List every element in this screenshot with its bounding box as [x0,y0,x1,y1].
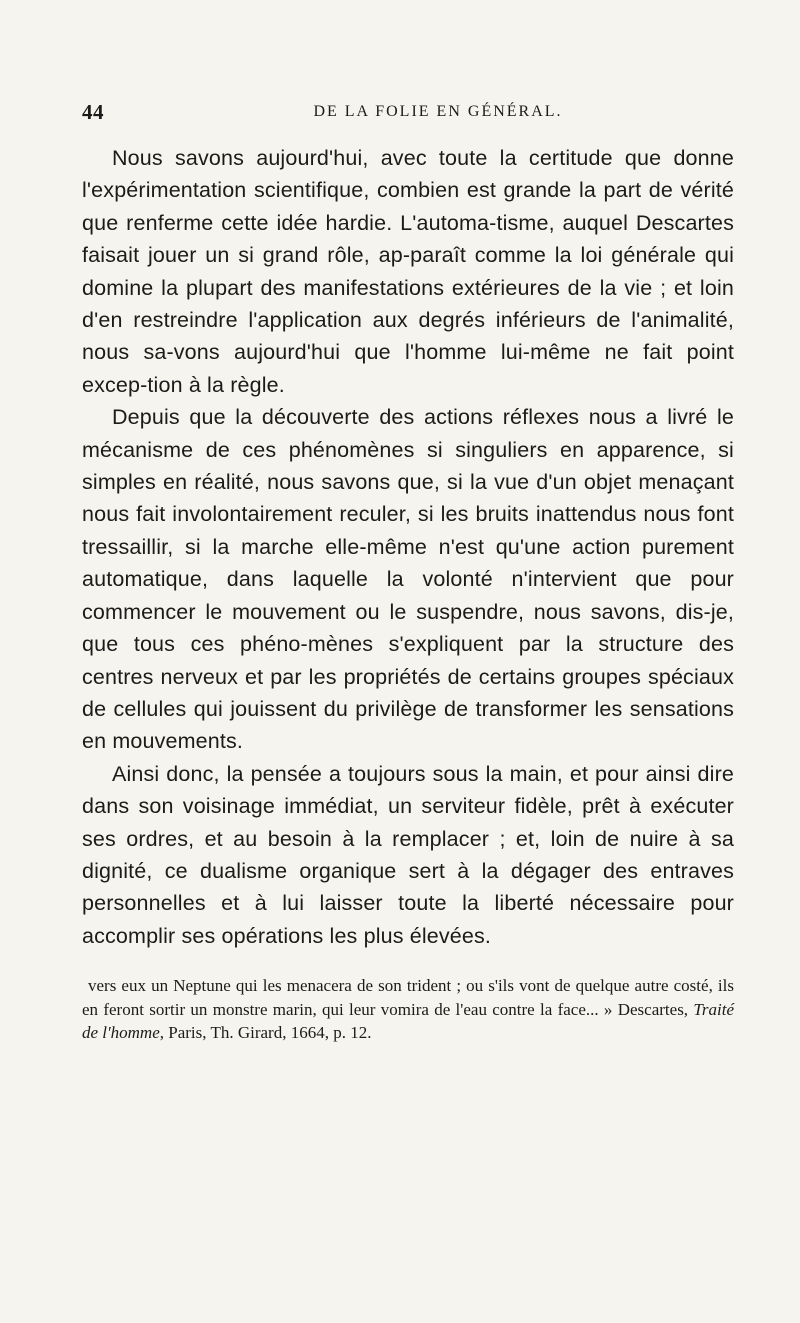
paragraph-2: Depuis que la découverte des actions réflexes nous a livré le mécanisme de ces phénomènes si singuliers en apparence, si simples en réalité, nous savons que, si la vue d'un objet menaçant nous fait involontairement reculer, si les bruits inattendus nous font tressaillir, si la marche elle-même n'est qu'une action purement automatique, dans laquelle la volonté n'intervient que pour commencer le mouvement ou le suspendre, nous savons, dis-je, que tous ces phéno-mènes s'expliquent par la structure des centres nerveux et par les propriétés de certains groupes spéciaux de cellules qui jouissent du privilège de transformer les sensations en mouvements. [82,405,734,754]
body-text [82,142,734,952]
page-number: 44 [82,100,104,124]
paragraph-1: Nous savons aujourd'hui, avec toute la certitude que donne l'expérimentation scientifique, combien est grande la part de vérité que renferme cette idée hardie. L'automa-tisme, auquel Descartes faisait jouer un si grand rôle, ap-paraît comme la loi générale qui domine la plupart des manifestations extérieures de la vie ; et loin d'en restreindre l'application aux degrés inférieurs de l'animalité, nous sa-vons aujourd'hui que l'homme lui-même ne fait point excep-tion à la règle. [82,146,734,397]
footnote-book-title: Traité de l'homme [82,999,734,1043]
paragraph-3: Ainsi donc, la pensée a toujours sous la main, et pour ainsi dire dans son voisinage immédiat, un serviteur fidèle, prêt à exécuter ses ordres, et au besoin à la remplacer ; et, loin de nuire à sa dignité, ce dualisme organique sert à la dégager des entraves personnelles et à lui laisser toute la liberté nécessaire pour accomplir ses opérations les plus élevées. [82,761,734,948]
book-page [82,100,734,1045]
footnote-text-before: vers eux un Neptune qui les menacera de son trident ; ou s'ils vont de quelque autre costé, ils en feront sortir un monstre marin, qui leur vomira de l'eau contre la face... » Descartes, [82,976,734,1019]
footnote-text-after: , Paris, Th. Girard, 1664, p. 12. [159,1023,372,1043]
chapter-header-title: DE LA FOLIE EN GÉNÉRAL. [313,103,563,120]
running-head [82,100,734,134]
footnote [82,974,734,1045]
